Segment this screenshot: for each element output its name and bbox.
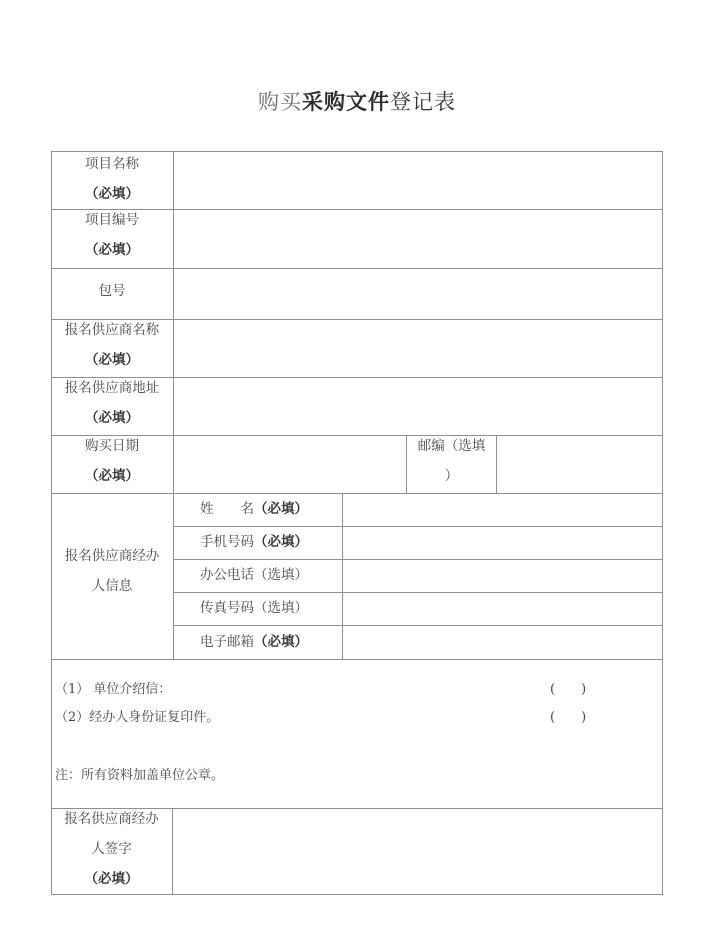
supplier-address-label: 报名供应商地址 （必填） [64, 380, 160, 426]
page-title: 购买采购文件登记表 [258, 90, 456, 114]
project-number-input[interactable] [174, 210, 662, 268]
postcode-input[interactable] [497, 436, 662, 493]
email-input[interactable] [343, 626, 662, 659]
attachment-check-letter[interactable]: ( ) [550, 682, 587, 697]
purchase-date-label: 购买日期 （必填） [85, 438, 139, 484]
fax-label: 传真号码（选填） [200, 600, 308, 616]
mobile-input[interactable] [343, 527, 662, 559]
attachment-item-id-copy: （2）经办人身份证复印件。 [55, 710, 220, 725]
attachment-check-id-copy[interactable]: ( ) [550, 710, 587, 725]
mobile-label: 手机号码（必填） [200, 534, 308, 550]
purchase-date-input[interactable] [174, 436, 406, 493]
signature-label: 报名供应商经办 人签字 （必填） [64, 811, 159, 887]
contact-info-group-label: 报名供应商经办 人信息 [64, 548, 160, 594]
project-number-label: 项目编号 （必填） [85, 212, 139, 258]
signature-input[interactable] [173, 809, 662, 894]
project-name-input[interactable] [174, 152, 662, 209]
supplier-name-input[interactable] [174, 320, 662, 377]
package-number-label: 包号 [98, 283, 126, 299]
email-label: 电子邮箱（必填） [200, 634, 308, 650]
supplier-address-input[interactable] [174, 378, 662, 435]
contact-name-label: 姓 名（必填） [200, 501, 308, 517]
office-phone-input[interactable] [343, 560, 662, 592]
fax-input[interactable] [343, 593, 662, 625]
project-name-label: 项目名称 （必填） [85, 156, 139, 202]
attachments-note: 注：所有资料加盖单位公章。 [55, 768, 225, 783]
table-border-bottom [51, 894, 663, 895]
package-number-input[interactable] [174, 269, 662, 319]
row-divider [51, 659, 663, 660]
supplier-name-label: 报名供应商名称 （必填） [64, 322, 160, 368]
postcode-label: 邮编（选填 ） [417, 438, 486, 484]
attachment-item-letter: （1） 单位介绍信： [55, 682, 172, 697]
table-border-right [662, 151, 663, 895]
office-phone-label: 办公电话（选填） [200, 567, 308, 583]
contact-name-input[interactable] [343, 494, 662, 526]
